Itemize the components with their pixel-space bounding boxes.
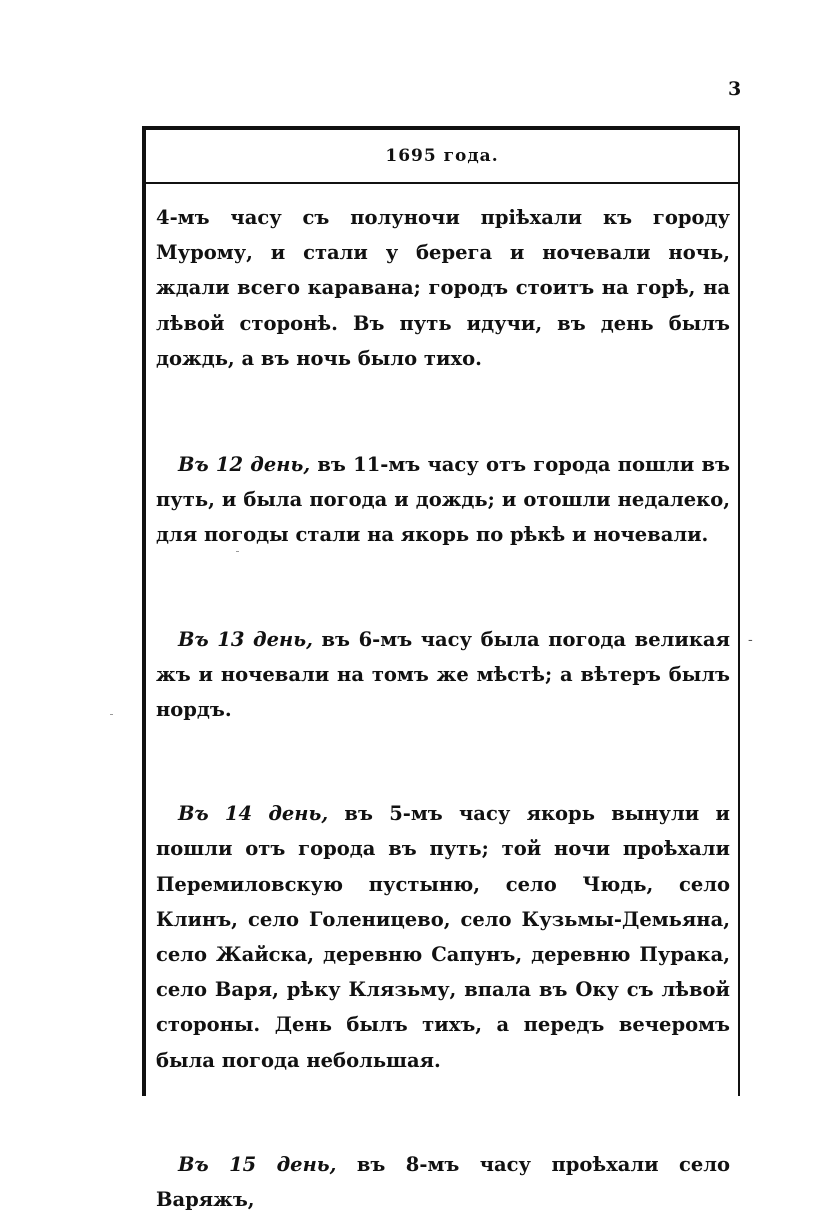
paragraph-day-15	[156, 1147, 730, 1217]
entry-date: Въ 12 день,	[178, 453, 311, 477]
print-speck	[236, 551, 239, 552]
paragraph-day-12	[156, 447, 730, 553]
paragraph-text: въ 8-мъ часу проѣхали село Варяжъ,	[156, 1152, 730, 1212]
paragraph-text: 4-мъ часу съ полуночи пріѣхали къ городу Мурому, и стали у берега и ночевали ночь, ждали всего каравана; городъ стоитъ на горѣ, на лѣвой сторонѣ. Въ путь идучи, въ день былъ дождь, а въ ночь было тихо.	[156, 206, 730, 370]
paragraph-text: въ 11-мъ часу отъ города пошли въ путь, и была погода и дождь; и отошли недалеко, для погоды стали на якорь по рѣкѣ и ночевали.	[156, 453, 730, 547]
entry-date: Въ 15 день,	[178, 1152, 337, 1176]
paragraph-text: въ 5-мъ часу якорь вынули и пошли отъ города въ путь; той ночи проѣхали Перемиловскую пустыню, село Чюдь, село Клинъ, село Голеницево, село Кузьмы-Демьяна, село Жайска, деревню Сапунъ, деревню Пурака, село Варя, рѣку Клязьму, впала въ Оку съ лѣвой стороны. День былъ тихъ, а передъ вечеромъ была погода небольшая.	[156, 802, 730, 1072]
print-speck	[110, 714, 113, 715]
paragraph-day-14	[156, 796, 730, 1078]
header-title: 1695 года.	[385, 146, 499, 166]
body-text	[156, 200, 730, 1217]
paragraph-continuation	[156, 200, 730, 376]
paragraph-day-13	[156, 622, 730, 728]
running-header	[146, 130, 738, 184]
margin-mark: -	[748, 632, 753, 648]
entry-date: Въ 14 день,	[178, 802, 329, 826]
entry-date: Въ 13 день,	[178, 627, 313, 651]
paragraph-text: въ 6-мъ часу была погода великая жъ и ночевали на томъ же мѣстѣ; а вѣтеръ былъ нордъ.	[156, 627, 730, 722]
page-number: 3	[728, 78, 743, 100]
page-frame	[142, 126, 740, 1212]
